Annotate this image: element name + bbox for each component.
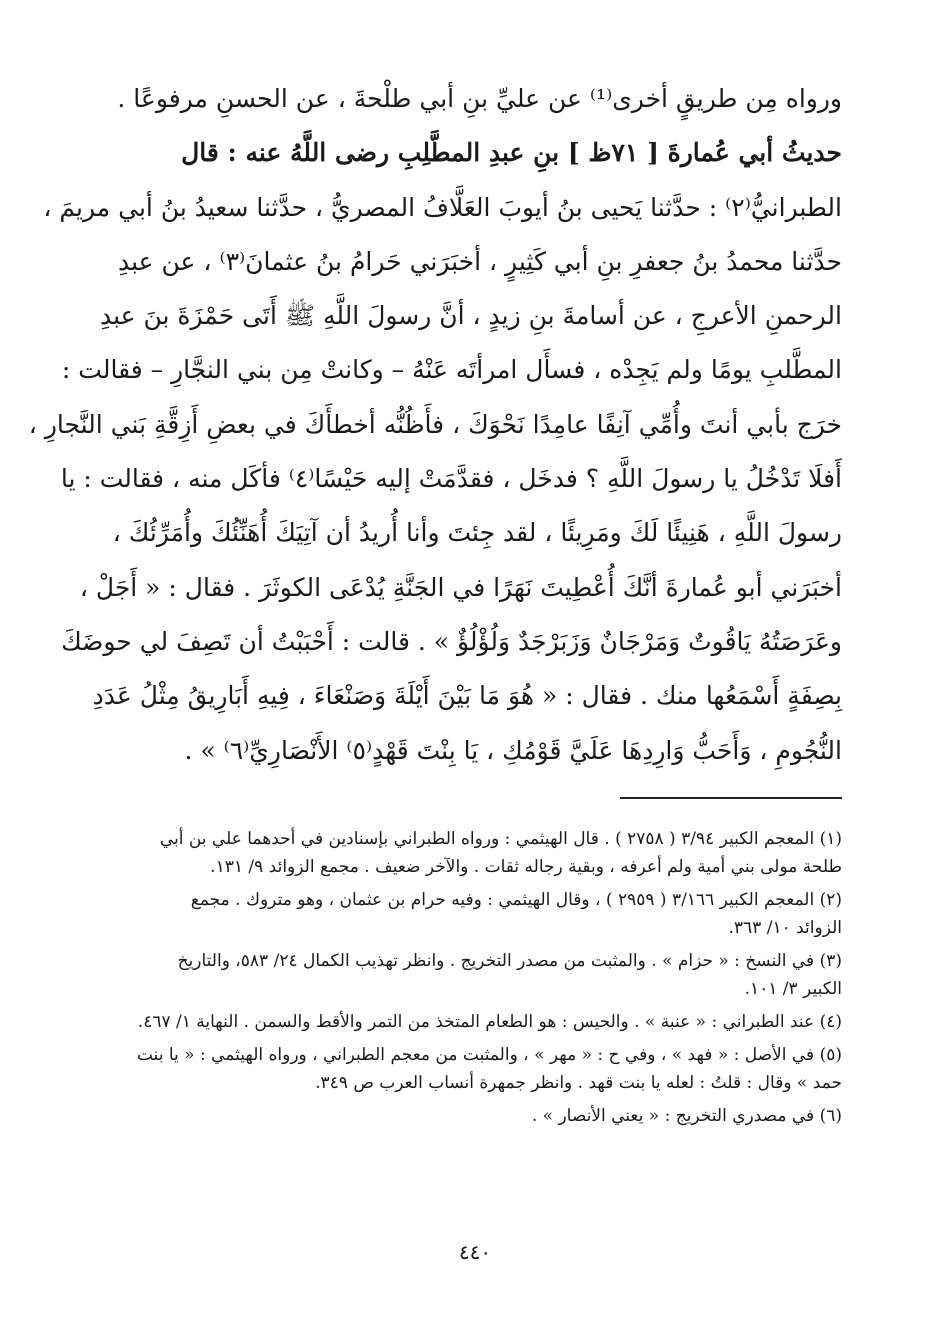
- main-text-line: النُّجُومِ ، وَأَحَبُّ وَارِدِهَا عَلَيَّ قَوْمُكِ ، يَا بِنْتَ قَهْدٍ⁽٥⁾ الأَنْصَارِيِّ⁽٦⁾ » .: [184, 735, 842, 765]
- footnotes-section: [118, 825, 842, 1130]
- main-text-line: أَفلَا تَدْخُلُ يا رسولَ اللَّهِ ؟ فدخَل ، فقدَّمَتْ إليه حَيْسًا⁽٤⁾ فأكَل منه ، فقالت : يا: [60, 464, 842, 494]
- footnote-line: (٢) المعجم الكبير ٣/١٦٦ ( ٢٩٥٩ ) ، وقال الهيثمي : وفيه حرام بن عثمان ، وهو متروك . مجمع: [190, 890, 842, 910]
- footnote-4: [118, 1008, 842, 1036]
- footnote-line: الزوائد ١٠/ ٣٦٣.: [728, 918, 842, 938]
- footnote-line: (٦) في مصدري التخريج : « يعني الأنصار » .: [531, 1106, 842, 1126]
- main-text-line: بِصِفَةٍ أَسْمَعُها منك . فقال : « هُوَ مَا بَيْنَ أَيْلَةَ وَصَنْعَاءَ ، فِيهِ أَبَارِيقُ مِثْلُ عَدَدِ: [92, 681, 842, 711]
- main-text-line: ورواه مِن طريقٍ أخرى⁽¹⁾ عن عليِّ بنِ أبي طلْحةَ ، عن الحسنِ مرفوعًا .: [117, 84, 842, 113]
- main-text-line: أخبَرَني أبو عُمارةَ أنَّكَ أُعْطِيتَ نَهَرًا في الجَنَّةِ يُدْعَى الكوثَرَ . فقال : « أَجَلْ ،: [79, 572, 842, 602]
- footnote-line: الكبير ٣/ ١٠١.: [744, 979, 842, 999]
- main-text-line: رسولَ اللَّهِ ، هَنِيئًا لَكَ ومَرِيئًا ، لقد جِئتَ وأنا أُريدُ أن آتِيَكَ أُهَنِّئُكَ وأُمَرِّئُكَ ،: [112, 518, 842, 548]
- hadith-heading-line: حديثُ أبي عُمارةَ [ ٧١ظ ] بنِ عبدِ المطَّلِبِ رضى اللَّهُ عنه : قال: [181, 138, 842, 168]
- main-text-line: خرَج بأبي أنتَ وأُمِّي آنِفًا عامِدًا نَحْوَكَ ، فأَظُنُّه أخطأَكَ في بعضِ أَزِقَّةِ بَني النَّجارِ ،: [28, 409, 842, 439]
- footnote-2: [118, 886, 842, 942]
- footnote-6: [118, 1102, 842, 1130]
- main-text-line: الرحمنِ الأعرجِ ، عن أسامةَ بنِ زيدٍ ، أنَّ رسولَ اللَّهِ ﷺ أَتَى حَمْزَةَ بنَ عبدِ: [99, 301, 842, 331]
- footnote-5: [118, 1041, 842, 1097]
- footnote-line: (٤) عند الطبراني : « عنبة » . والحيس : هو الطعام المتخذ من التمر والأقط والسمن . النهاية ١/ ٤٦٧.: [137, 1012, 842, 1032]
- footnote-3: [118, 947, 842, 1003]
- footnote-line: حمد » وقال : قلتُ : لعله يا بنت قهد . وانظر جمهرة أنساب العرب ص ٣٤٩.: [315, 1073, 842, 1093]
- main-text-line: الطبرانيُّ⁽٢⁾ : حدَّثنا يَحيى بنُ أيوبَ العَلَّافُ المصريُّ ، حدَّثنا سعيدُ بنُ أبي مريمَ ،: [43, 192, 842, 222]
- main-text-line: وعَرَصَتُهُ يَاقُوتٌ وَمَرْجَانٌ وَزَبَرْجَدٌ وَلُؤْلُؤٌ » . قالت : أَحْبَبْتُ أن تَصِفَ لي حوضَكَ: [61, 626, 842, 656]
- main-text-body: [28, 72, 842, 778]
- footnote-line: طلحة مولى بني أمية ولم أعرفه ، وبقية رجاله ثقات . والآخر ضعيف . مجمع الزوائد ٩/ ١٣١.: [210, 857, 842, 877]
- main-text-line: المطَّلبِ يومًا ولم يَجِدْه ، فسأَل امرأتَه عَنْهُ – وكانتْ مِن بني النجَّارِ – فقالت :: [61, 355, 842, 385]
- footnote-divider: [620, 797, 842, 799]
- footnote-line: (٣) في النسخ : « حزام » . والمثبت من مصدر التخريج . وانظر تهذيب الكمال ٢٤/ ٥٨٣، والتاريخ: [177, 951, 842, 971]
- footnote-line: (١) المعجم الكبير ٣/٩٤ ( ٢٧٥٨ ) . قال الهيثمي : ورواه الطبراني بإسنادين في أحدهما علي بن أبي: [159, 829, 842, 849]
- page-number: ٤٤٠: [458, 1240, 492, 1264]
- footnote-line: (٥) في الأصل : « فهد » ، وفي ح : « مهر » ، والمثبت من معجم الطبراني ، ورواه الهيثمي : « يا بنت: [136, 1045, 842, 1065]
- main-text-line: حدَّثنا محمدُ بنُ جعفرِ بنِ أبي كَثِيرٍ ، أخبَرَني حَرامُ بنُ عثمانَ⁽٣⁾ ، عن عبدِ: [118, 246, 842, 276]
- footnote-1: [118, 825, 842, 881]
